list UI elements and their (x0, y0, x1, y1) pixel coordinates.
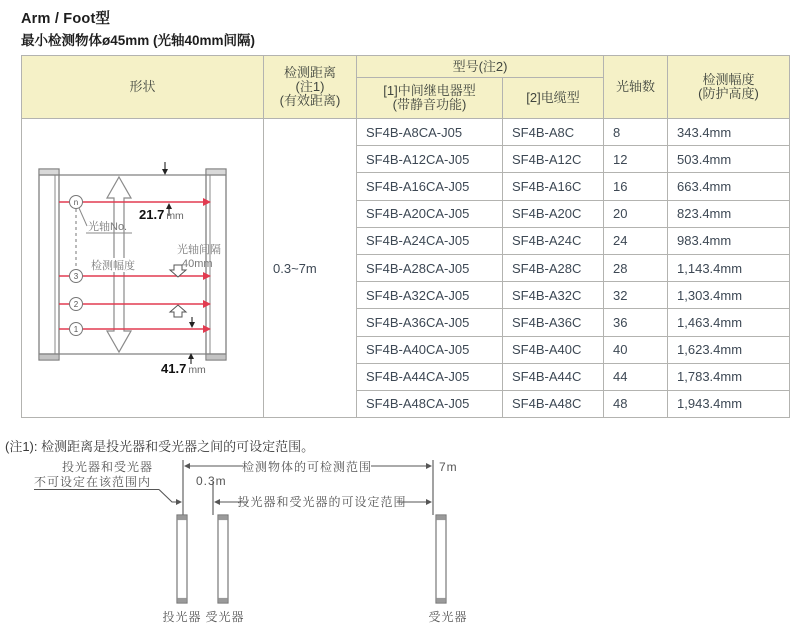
beam-count-cell: 8 (604, 119, 668, 146)
header-model-relay (357, 78, 503, 119)
header-model-relay-l2: (带静音功能) (392, 97, 467, 112)
model-relay-cell: SF4B-A8CA-J05 (357, 119, 503, 146)
model-cable-cell: SF4B-A32C (503, 282, 604, 309)
bottom-margin-dimension (161, 317, 206, 376)
receiver-label-right: 受光器 (428, 610, 468, 624)
header-protective-height-l1: 检测幅度 (702, 72, 755, 87)
model-cable-cell: SF4B-A8C (503, 119, 604, 146)
beam-number: n (73, 197, 79, 207)
header-detection-distance-l3: (有效距离) (279, 93, 341, 108)
model-relay-cell: SF4B-A32CA-J05 (357, 282, 503, 309)
note-text: (注1): 检测距离是投光器和受光器之间的可设定范围。 (5, 439, 315, 454)
svg-text:投光器和受光器的可设定范围: 投光器和受光器的可设定范围 (237, 495, 407, 509)
max-distance-label: 7m (439, 460, 458, 474)
receiver-bar-far (436, 515, 446, 603)
svg-text:光轴间隔: 光轴间隔 (177, 243, 221, 256)
detectable-range-dimension (184, 459, 458, 474)
header-detection-distance-l1: 检测距离 (283, 65, 336, 80)
svg-text:21.7mm: 21.7 mm (139, 206, 184, 222)
top-margin-dimension (139, 162, 184, 222)
protective-height-cell: 1,303.4mm (668, 282, 790, 309)
header-detection-distance-l2: (注1) (295, 79, 325, 94)
model-relay-cell: SF4B-A48CA-J05 (357, 390, 503, 417)
beam-number: 3 (73, 271, 79, 281)
model-cable-cell: SF4B-A40C (503, 336, 604, 363)
note-diagram (0, 455, 480, 628)
header-protective-height-l2: (防护高度) (698, 86, 759, 101)
model-cable-cell: SF4B-A48C (503, 390, 604, 417)
protective-height-cell: 1,463.4mm (668, 309, 790, 336)
header-model-cable: [2]电缆型 (503, 78, 604, 119)
svg-text:41.7mm: 41.7 mm (161, 360, 206, 376)
svg-text:检测物体的可检测范围: 检测物体的可检测范围 (241, 460, 373, 474)
model-cable-cell: SF4B-A12C (503, 146, 604, 173)
model-relay-cell: SF4B-A24CA-J05 (357, 227, 503, 254)
page-subtitle: 最小检测物体ø45mm (光轴40mm间隔) (21, 33, 256, 48)
protective-height-cell: 823.4mm (668, 200, 790, 227)
model-cable-cell: SF4B-A24C (503, 227, 604, 254)
header-shape: 形状 (22, 56, 264, 119)
beam-count-cell: 20 (604, 200, 668, 227)
model-relay-cell: SF4B-A28CA-J05 (357, 254, 503, 281)
receiver-label-left: 受光器 (205, 610, 245, 624)
protective-height-cell: 1,623.4mm (668, 336, 790, 363)
protective-height-cell: 343.4mm (668, 119, 790, 146)
beam-count-cell: 12 (604, 146, 668, 173)
emitter-label: 投光器 (162, 610, 202, 624)
shape-diagram-cell (22, 119, 264, 418)
settable-range-dimension (214, 494, 432, 509)
protective-height-cell: 663.4mm (668, 173, 790, 200)
beam-number: 1 (73, 324, 79, 334)
model-cable-cell: SF4B-A36C (503, 309, 604, 336)
emitter-housing (39, 169, 59, 360)
svg-text:不可设定在该范围内: 不可设定在该范围内 (34, 475, 152, 489)
model-cable-cell: SF4B-A20C (503, 200, 604, 227)
spec-table (21, 55, 790, 418)
protective-height-cell: 1,143.4mm (668, 254, 790, 281)
beam-count-cell: 28 (604, 254, 668, 281)
model-relay-cell: SF4B-A20CA-J05 (357, 200, 503, 227)
protective-height-cell: 1,943.4mm (668, 390, 790, 417)
model-relay-cell: SF4B-A12CA-J05 (357, 146, 503, 173)
model-cable-cell: SF4B-A44C (503, 363, 604, 390)
beam-count-cell: 24 (604, 227, 668, 254)
shape-diagram (31, 120, 271, 417)
detection-width-label: 检测幅度 (91, 259, 135, 272)
model-relay-cell: SF4B-A40CA-J05 (357, 336, 503, 363)
header-detection-distance (264, 56, 357, 119)
svg-text:40mm: 40mm (182, 257, 213, 270)
beam-count-cell: 32 (604, 282, 668, 309)
beam-count-cell: 16 (604, 173, 668, 200)
model-cable-cell: SF4B-A28C (503, 254, 604, 281)
table-row (22, 119, 790, 146)
beam-count-cell: 48 (604, 390, 668, 417)
protective-height-cell: 1,783.4mm (668, 363, 790, 390)
receiver-bar-near (218, 515, 228, 603)
model-cable-cell: SF4B-A16C (503, 173, 604, 200)
exclusion-zone-label (34, 459, 182, 505)
svg-text:投光器和受光器: 投光器和受光器 (62, 460, 154, 474)
page-title: Arm / Foot型 (21, 11, 111, 27)
protective-height-cell: 983.4mm (668, 227, 790, 254)
header-protective-height (668, 56, 790, 119)
beam-number: 2 (73, 299, 79, 309)
min-distance-label: 0.3m (196, 474, 227, 488)
beam-number-circles (70, 195, 83, 335)
beam-count-cell: 36 (604, 309, 668, 336)
beam-count-cell: 40 (604, 336, 668, 363)
header-beam-count: 光轴数 (604, 56, 668, 119)
svg-text:光轴No.: 光轴No. (88, 220, 128, 233)
emitter-bar (177, 515, 187, 603)
model-relay-cell: SF4B-A16CA-J05 (357, 173, 503, 200)
model-relay-cell: SF4B-A36CA-J05 (357, 309, 503, 336)
detection-range-cell: 0.3~7m (264, 119, 357, 418)
header-model-group: 型号(注2) (357, 56, 604, 78)
beam-count-cell: 44 (604, 363, 668, 390)
model-relay-cell: SF4B-A44CA-J05 (357, 363, 503, 390)
protective-height-cell: 503.4mm (668, 146, 790, 173)
header-model-relay-l1: [1]中间继电器型 (383, 83, 476, 98)
